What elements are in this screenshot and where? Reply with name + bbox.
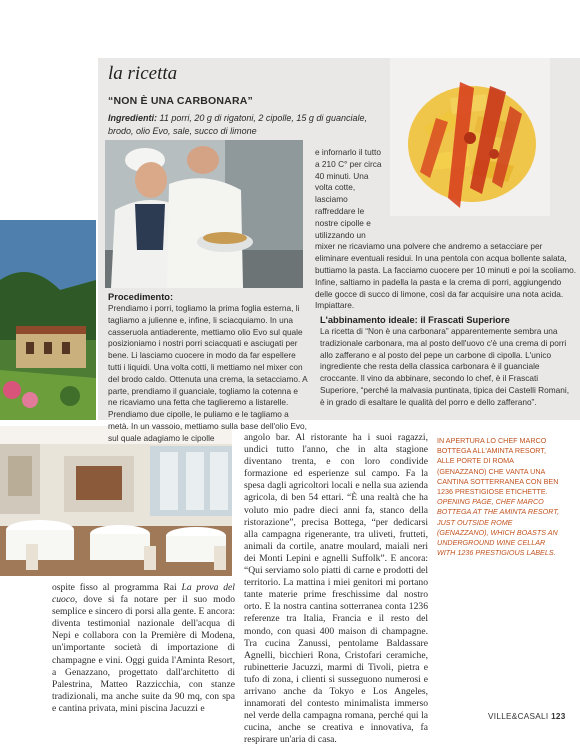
article-left-pre: ospite fisso al programma Rai [52,582,182,593]
dining-room-photo [0,426,232,576]
article-left-post: , dove si fa notare per il suo modo semplice e sincero di porsi alla gente. E ancora: diventa testimonial nazionale dell'acqua di Nepi e collabora con la Première di Modena, un'importante società di importazione di champagne e vini. Oggi guida l'Aminta Resort, a Genazzano, progettato dall'architetto di Palestrina, Matteo Razzicchia, con stanze tradizionali, ma anche suite da 90 mq, con spa e cantina privata, mini piscina Jacuzzi e [52,594,236,714]
article-column-left [52,582,235,715]
pairing-text: La ricetta di “Non è una carbonara” apparentemente sembra una tradizionale carbonara, ma al posto dell'uovo c'è una crema di porri allo zafferano e al posto del pepe un carbone di cipolla. L'unico ingrediente che resta della classica carbonara è il guanciale croccante. Il vino da abbinare, secondo lo chef, è il Frascati Superiore, “perché la malvasia puntinata, tipica dei Castelli Romani, è in grado di esaltare le qualità del porro e dello zafferano”. [320,326,570,407]
ingredients [108,112,376,137]
recipe-title: “NON È UNA CARBONARA” [108,95,253,107]
page-number: 123 [551,712,566,721]
caption-english: OPENING PAGE, CHEF MARCO BOTTEGA AT THE AMINTA RESORT, JUST OUTSIDE ROME (GENAZZANO), WHICH BOASTS AN UNDERGROUND WINE CELLAR WITH 1236 PRESTIGIOUS LABELS. [437,497,560,558]
section-kicker: la ricetta [108,63,178,84]
recipe-text-continued [315,147,577,312]
ingredients-label: Ingredienti: [108,113,157,123]
layout-spacer [387,147,577,231]
pairing-heading: L'abbinamento ideale: il Frascati Superiore [320,315,510,325]
recipe-text-narrow: e infornarlo il tutto a 210 C° per circa 40 minuti. Una volta cotte, lasciamo raffreddare le nostre cipolle e utilizzando un mixer ne ricaviamo una polvere che andremo a setacciare per eliminare eventuali residui. In una pentola con acqua bollente salata, buttiamo la pasta. La facciamo cuocere per 10 minuti e poi la scoliamo. Infine, saltiamo in padella la pasta e la crema di porri, aggiungendo delle gocce di succo di limone, così da far acquisire una nota acida. Impiattare. [315,147,577,311]
article-column-middle: angolo bar. Al ristorante ha i suoi ragazzi, undici tutto l'anno, che in alta stagione diventano trenta, e con loro condivide formazione ed esperienze sul campo. Fa la spesa dagli agricoltori locali e nella sua azienda agricola, di ben 54 ettari. “È una realtà che ha voluto mio padre dieci anni fa, stanco della ristorazione”, precisa Bottega, “per dedicarsi alla campagna rigenerante, tra uliveti, frutteti, animali da cortile, anatre moulard, maiali neri dei Monti Lepini e agnelli Suffolk”. E ancora: “Qui serviamo solo piatti di carne e prodotti del territorio. La mattina i miei genitori mi portano tante materie prime freschissime dal nostro orto. E la nostra cantina sotterranea conta 1236 referenze tra Italia, Francia e il resto del mondo, con quasi 400 maison di champagne. Tra cucina Zanussi, pentolame Baldassare Agnelli, bicchieri Rona, Cristofari ceramiche, rubinetterie Jacuzzi, marmi di Tivoli, pietra e tufo di zona, i clienti si susseguono numerosi e arrivano anche da Tokyo e Los Angeles, innamorati del contesto minimalista immerso nel verde della campagna romana, perché qui la cucina, anche se creativa e innovativa, fa respirare un'aria di casa. [244,432,428,746]
resort-photo [0,220,96,420]
page-footer [488,712,566,721]
procedure-heading: Procedimento: [108,292,174,302]
chefs-photo [105,140,303,288]
tv-show-title: La prova del cuoco [52,582,235,606]
ingredients-text: 11 porri, 20 g di rigatoni, 2 cipolle, 15 g di guanciale, brodo, olio Evo, sale, succo di limone [108,113,367,136]
caption-italian: IN APERTURA LO CHEF MARCO BOTTEGA ALL'AMINTA RESORT, ALLE PORTE DI ROMA (GENAZZANO) CHE VANTA UNA CANTINA SOTTERRANEA CON BEN 1236 PRESTIGIOSE ETICHETTE. [437,436,559,497]
magazine-name: VILLE&CASALI [488,712,549,721]
procedure-text: Prendiamo i porri, togliamo la prima foglia esterna, li tagliamo a julienne e, infine, li sciacquiamo. In una casseruola antiaderente, mettiamo olio Evo sul quale posizioniamo i nostri porri sciacquati e asciugati per bene. Li lasciamo cuocere in modo da far espellere tutti i liquidi. Una volta cotti, li mettiamo nel mixer con del brodo caldo. Ottenuta una crema, la setacciamo. A parte, prendiamo il guanciale, togliamo la cotenna e ne ricaviamo una fetta che taglieremo a listarelle. Prendiamo due cipolle, le puliamo e le tagliamo a metà. In un vassoio, mettiamo sulla base dell'olio Evo, sul quale adagiamo le cipolle [108,303,308,443]
photo-caption [437,436,563,558]
